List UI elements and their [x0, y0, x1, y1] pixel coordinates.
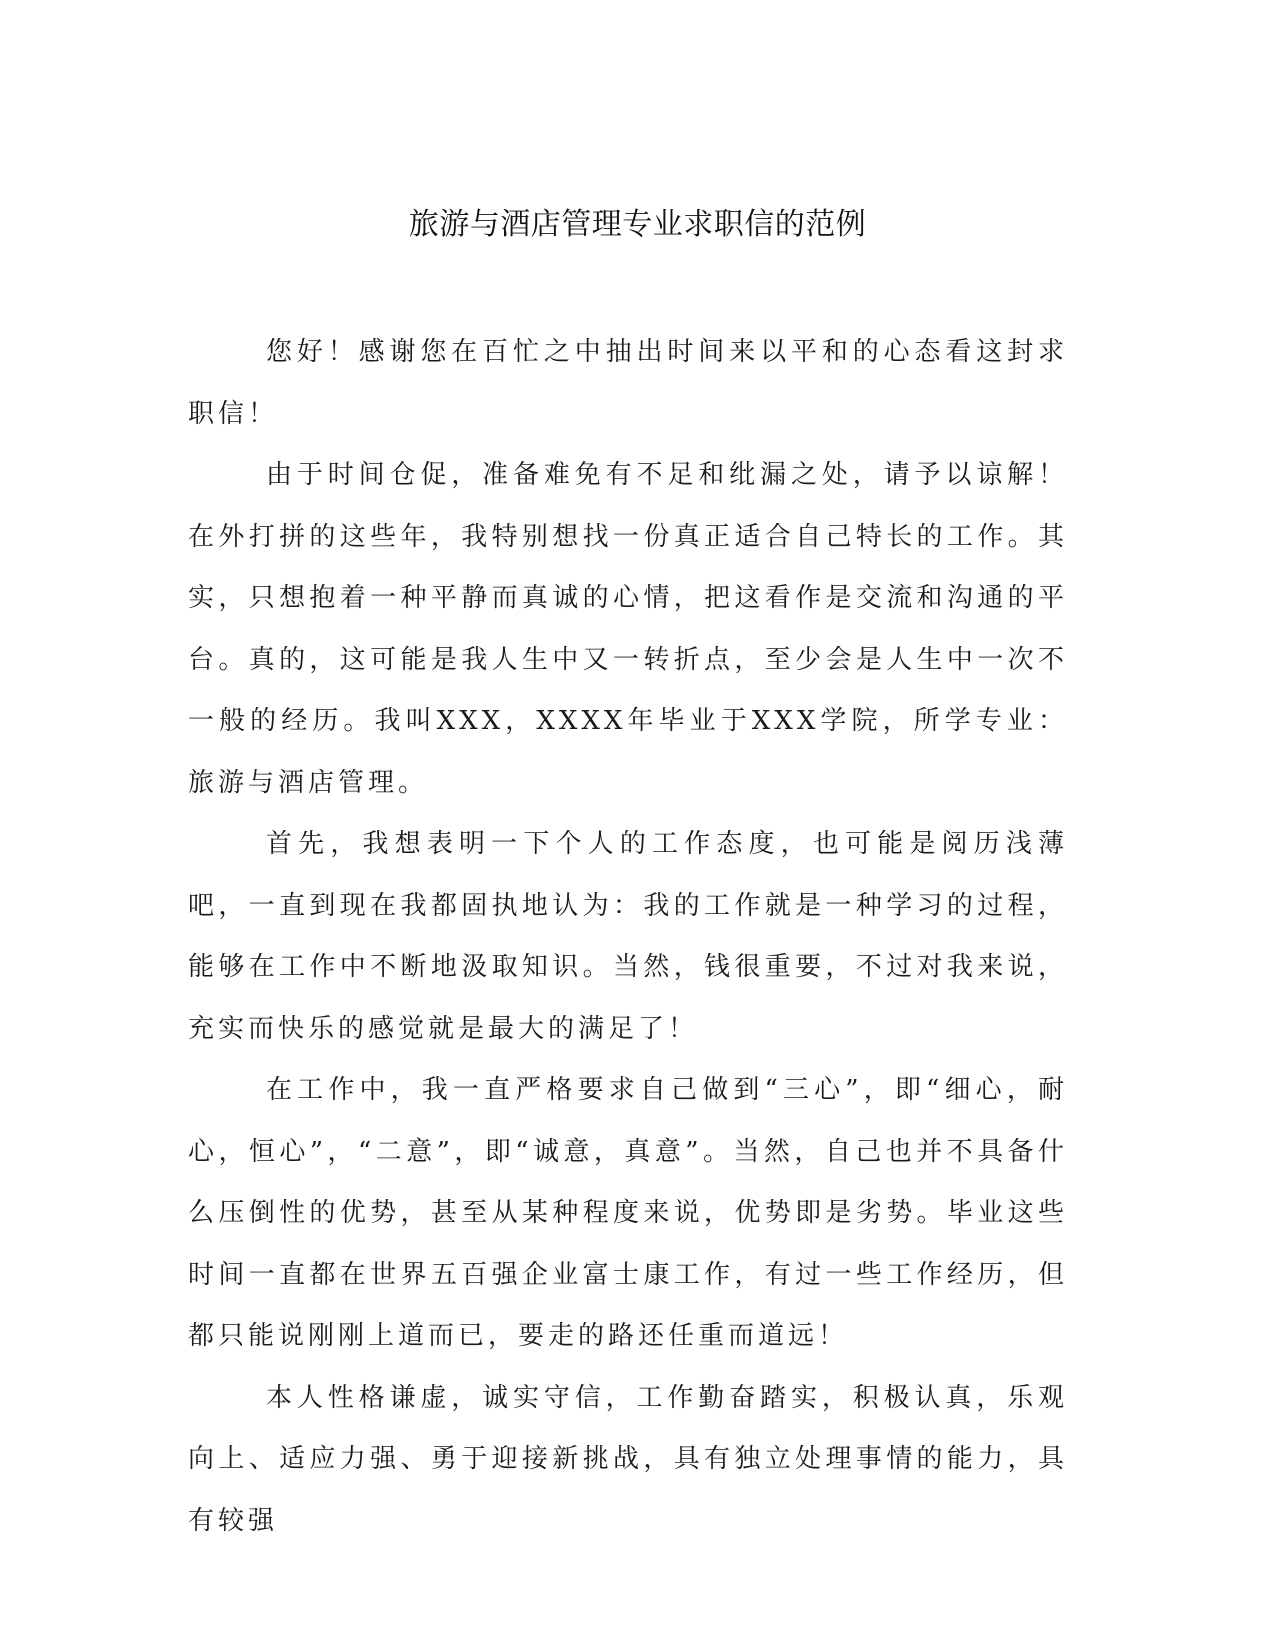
document-title: 旅游与酒店管理专业求职信的范例: [408, 207, 867, 242]
paragraph-personality: 本人性格谦虚，诚实守信，工作勤奋踏实，积极认真，乐观向上、适应力强、勇于迎接新挑战，具有独立处理事情的能力，具有较强: [188, 1382, 1068, 1536]
document-body: [188, 322, 1068, 1552]
paragraph-work-experience: 在工作中，我一直严格要求自己做到“三心”，即“细心，耐心，恒心”，“二意”，即“诚意，真意”。当然，自己也并不具备什么压倒性的优势，甚至从某种程度来说，优势即是劣势。毕业这些时间一直都在世界五百强企业富士康工作，有过一些工作经历，但都只能说刚刚上道而已，要走的路还任重而道远！: [188, 1075, 1068, 1351]
paragraph-introduction: 由于时间仓促，准备难免有不足和纰漏之处，请予以谅解！在外打拼的这些年，我特别想找一份真正适合自己特长的工作。其实，只想抱着一种平静而真诚的心情，把这看作是交流和沟通的平台。真的，这可能是我人生中又一转折点，至少会是人生中一次不一般的经历。我叫XXX，XXXX年毕业于XXX学院，所学专业：旅游与酒店管理。: [188, 460, 1068, 798]
paragraph-greeting: 您好！感谢您在百忙之中抽出时间来以平和的心态看这封求职信！: [188, 337, 1068, 429]
paragraph-work-attitude: 首先，我想表明一下个人的工作态度，也可能是阅历浅薄吧，一直到现在我都固执地认为：我的工作就是一种学习的过程，能够在工作中不断地汲取知识。当然，钱很重要，不过对我来说，充实而快乐的感觉就是最大的满足了！: [188, 829, 1068, 1044]
